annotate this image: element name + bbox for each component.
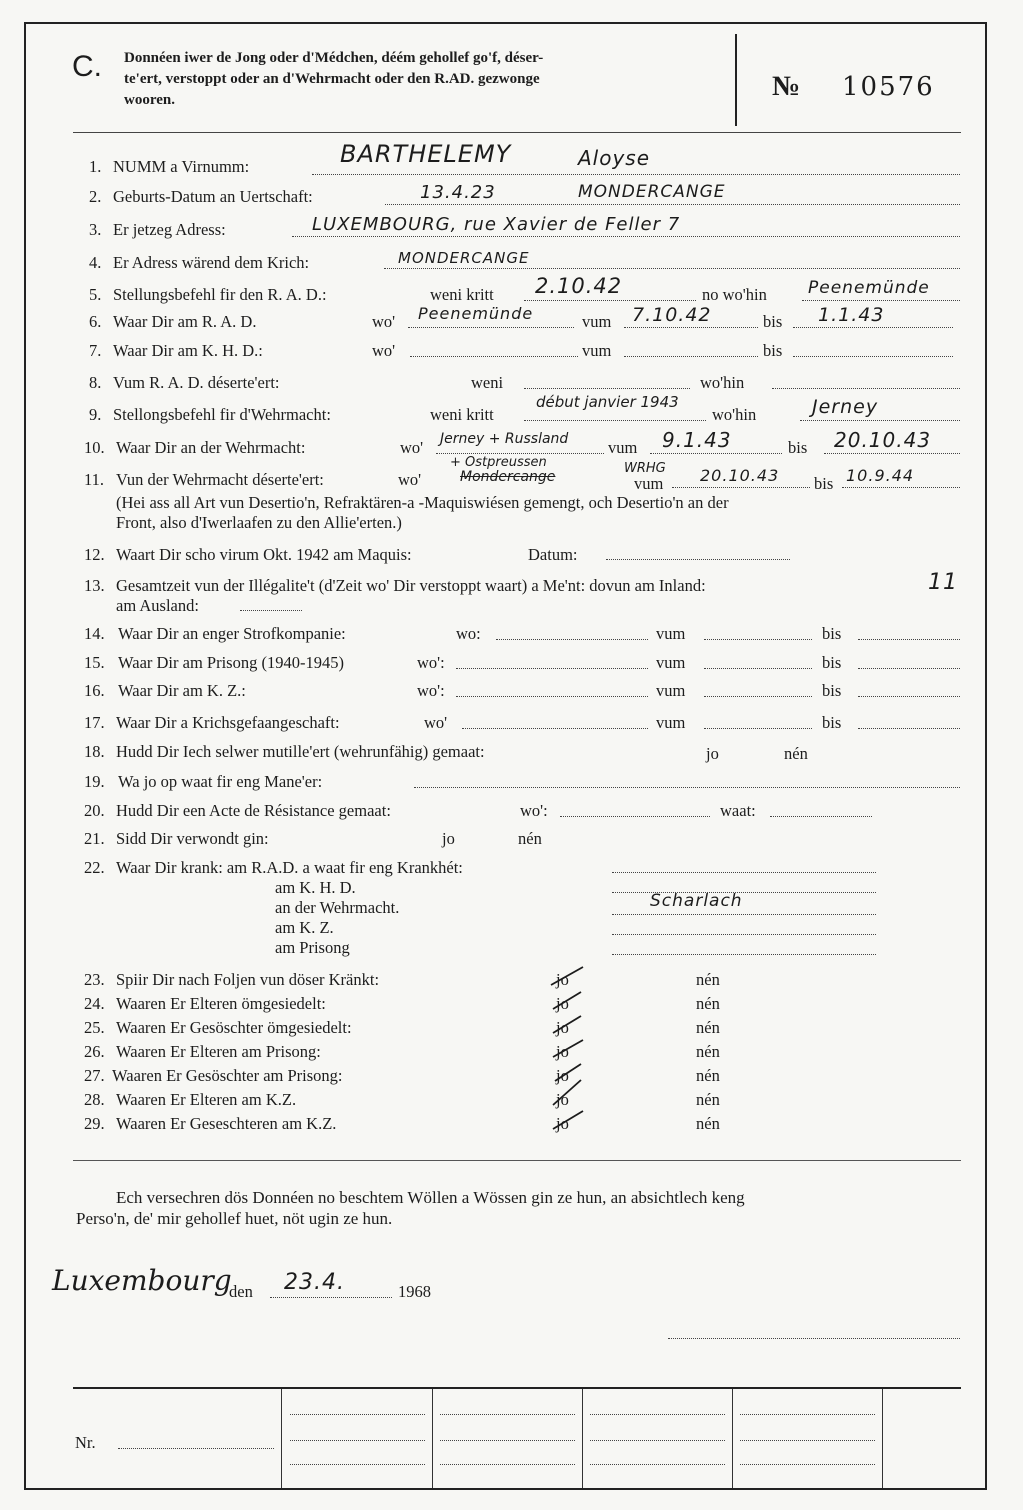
row-number: 12. bbox=[84, 545, 105, 564]
vum-label: vum bbox=[656, 624, 686, 643]
kz-to-field[interactable] bbox=[858, 680, 960, 697]
prisong-place-field[interactable] bbox=[456, 652, 648, 669]
jo-option[interactable]: jo bbox=[442, 829, 455, 848]
row-label: Waaren Er Elteren am Prisong: bbox=[116, 1042, 321, 1061]
illness-rad-field[interactable] bbox=[612, 856, 876, 873]
vum-label: vum bbox=[656, 653, 686, 672]
row-number: 18. bbox=[84, 742, 105, 761]
row-number: 10. bbox=[84, 438, 105, 457]
bis-label: bis bbox=[822, 713, 842, 732]
row-label: NUMM a Virnumm: bbox=[113, 157, 250, 176]
row-label: Geburts-Datum an Uertschaft: bbox=[113, 187, 313, 206]
row-number: 5. bbox=[89, 285, 102, 304]
row-label: Gesamtzeit vun der Illégalite't (d'Zeit wo' Dir verstoppt waart) a Me'nt: dovun am Inland: bbox=[116, 576, 706, 595]
row-label: Wa jo op waat fir eng Mane'er: bbox=[118, 772, 323, 791]
birth-date-value: 13.4.23 bbox=[420, 182, 496, 203]
row-number: 28. bbox=[84, 1090, 105, 1109]
row-number: 22. bbox=[84, 858, 105, 877]
desertion-to-value: 10.9.44 bbox=[846, 466, 915, 485]
khd-place-field[interactable] bbox=[410, 340, 578, 357]
nen-option[interactable]: nén bbox=[696, 994, 720, 1013]
rad-order-date-value: 2.10.42 bbox=[535, 274, 623, 298]
row-label: Stellungsbefehl fir den R. A. D.: bbox=[113, 285, 327, 304]
row-label: Waar Dir am R. A. D. bbox=[113, 312, 257, 331]
row-label: Sidd Dir verwondt gin: bbox=[116, 829, 269, 848]
row-label: Spiir Dir nach Foljen vun döser Kränkt: bbox=[116, 970, 380, 989]
footer-cell-line[interactable] bbox=[440, 1452, 575, 1465]
row-label: Vum R. A. D. déserte'ert: bbox=[113, 373, 280, 392]
wo-label: wo' bbox=[424, 713, 448, 732]
signature-line[interactable] bbox=[668, 1322, 960, 1339]
row-label: Er Adress wärend dem Krich: bbox=[113, 253, 310, 272]
row-label: Waar Dir a Krichsgefaangeschaft: bbox=[116, 713, 340, 732]
row-label: Stellongsbefehl fir d'Wehrmacht: bbox=[113, 405, 331, 424]
pow-place-field[interactable] bbox=[462, 712, 648, 729]
row-label: Waaren Er Gesöschter am Prisong: bbox=[112, 1066, 343, 1085]
address-value: LUXEMBOURG, rue Xavier de Feller 7 bbox=[312, 214, 681, 235]
bis-label: bis bbox=[788, 438, 808, 457]
first-name-value: Aloyse bbox=[578, 146, 651, 170]
footer-vline bbox=[582, 1389, 583, 1488]
footer-vline bbox=[732, 1389, 733, 1488]
nen-option[interactable]: nén bbox=[696, 970, 720, 989]
row-number: 7. bbox=[89, 341, 102, 360]
row-label: Er jetzeg Adress: bbox=[113, 220, 226, 239]
vum-label: vum bbox=[608, 438, 638, 457]
illness-prisong-field[interactable] bbox=[612, 938, 876, 955]
row-label: Waart Dir scho virum Okt. 1942 am Maquis: bbox=[116, 545, 412, 564]
desertion-from-value: 20.10.43 bbox=[700, 466, 780, 485]
bis-label: bis bbox=[763, 341, 783, 360]
wo-label: wo' bbox=[372, 341, 396, 360]
jo-option-crossed[interactable]: jo bbox=[556, 994, 569, 1013]
footer-cell-line[interactable] bbox=[590, 1402, 725, 1415]
nen-option[interactable]: nén bbox=[696, 1114, 720, 1133]
prisong-to-field[interactable] bbox=[858, 652, 960, 669]
header-divider-vertical bbox=[735, 34, 737, 126]
surname-value: BARTHELEMY bbox=[340, 140, 512, 168]
wohin-label: no wo'hin bbox=[702, 285, 767, 304]
illness-khd-label: am K. H. D. bbox=[275, 878, 356, 897]
wehrmacht-order-place-value: Jerney bbox=[812, 396, 879, 418]
vum-label: vum bbox=[582, 312, 612, 331]
illness-kz-field[interactable] bbox=[612, 918, 876, 935]
khd-from-field[interactable] bbox=[624, 340, 758, 357]
footer-cell-line[interactable] bbox=[440, 1428, 575, 1441]
row-label: Vun der Wehrmacht déserte'ert: bbox=[116, 470, 324, 489]
khd-to-field[interactable] bbox=[793, 340, 953, 357]
footer-cell-line[interactable] bbox=[740, 1402, 875, 1415]
birth-place-value: MONDERCANGE bbox=[578, 182, 726, 202]
wo-label: wo: bbox=[456, 624, 481, 643]
desertion-place-above: + Ostpreussen bbox=[450, 455, 547, 470]
bis-label: bis bbox=[763, 312, 783, 331]
jo-option-crossed[interactable]: jo bbox=[556, 1066, 569, 1085]
row-number: 24. bbox=[84, 994, 105, 1013]
row-number: 9. bbox=[89, 405, 102, 424]
number-sign: № bbox=[772, 71, 801, 102]
row-number: 27. bbox=[84, 1066, 105, 1085]
rad-order-place-value: Peenemünde bbox=[808, 278, 930, 298]
row-number: 2. bbox=[89, 187, 102, 206]
wohin-label: wo'hin bbox=[712, 405, 757, 424]
wehrmacht-place-value: Jerney + Russland bbox=[440, 431, 569, 447]
vum-label: vum bbox=[656, 681, 686, 700]
header-title-2: te'ert, verstoppt oder an d'Wehrmacht oder den R.AD. gezwonge bbox=[124, 71, 540, 87]
rad-from-value: 7.10.42 bbox=[632, 304, 712, 326]
kz-place-field[interactable] bbox=[456, 680, 648, 697]
rad-desertion-place-field[interactable] bbox=[772, 372, 960, 389]
declaration-divider bbox=[73, 1160, 961, 1161]
bis-label: bis bbox=[822, 624, 842, 643]
den-label: den bbox=[229, 1282, 253, 1301]
jo-option-crossed[interactable]: jo bbox=[556, 970, 569, 989]
form-number: 10576 bbox=[842, 72, 935, 102]
footer-cell-line[interactable] bbox=[740, 1428, 875, 1441]
header-title-1: Donnéen iwer de Jong oder d'Médchen, déém gehollef go'f, déser- bbox=[124, 50, 544, 66]
resistance-what-field[interactable] bbox=[770, 800, 872, 817]
rad-place-value: Peenemünde bbox=[418, 304, 534, 323]
row-label: Waar Dir am K. H. D.: bbox=[113, 341, 263, 360]
jo-option-crossed[interactable]: jo bbox=[556, 1018, 569, 1037]
declaration-line-2: Perso'n, de' mir gehollef huet, nöt ugin ze hun. bbox=[76, 1209, 393, 1228]
row-number: 29. bbox=[84, 1114, 105, 1133]
desertion-place-struck: Mondercange bbox=[460, 469, 556, 485]
wo-label: wo': bbox=[417, 653, 445, 672]
signature-year: 1968 bbox=[398, 1282, 431, 1301]
wehrmacht-to-value: 20.10.43 bbox=[834, 428, 932, 452]
nen-option[interactable]: nén bbox=[518, 829, 542, 848]
footer-vline bbox=[882, 1389, 883, 1488]
nen-option[interactable]: nén bbox=[696, 1066, 720, 1085]
wehrmacht-from-value: 9.1.43 bbox=[662, 428, 732, 452]
footer-top-rule bbox=[73, 1387, 961, 1389]
weni-kritt-label: weni kritt bbox=[430, 405, 494, 424]
wo-label: wo' bbox=[398, 470, 422, 489]
row-label: Hudd Dir een Acte de Résistance gemaat: bbox=[116, 801, 391, 820]
row-label: Waar Dir am K. Z.: bbox=[118, 681, 246, 700]
footer-vline bbox=[432, 1389, 433, 1488]
nen-option[interactable]: nén bbox=[696, 1018, 720, 1037]
rad-desertion-date-field[interactable] bbox=[524, 372, 690, 389]
abroad-label: am Ausland: bbox=[116, 596, 199, 615]
row-number: 11. bbox=[84, 470, 105, 489]
illness-prisong-label: am Prisong bbox=[275, 938, 350, 957]
row-number: 8. bbox=[89, 373, 102, 392]
bis-label: bis bbox=[822, 681, 842, 700]
wo-label: wo' bbox=[400, 438, 424, 457]
declaration-line-1: Ech versechren dös Donnéen no beschtem Wöllen a Wössen gin ze hun, an absichtlech keng bbox=[116, 1188, 745, 1207]
bis-label: bis bbox=[822, 653, 842, 672]
row-number: 19. bbox=[84, 772, 105, 791]
illness-kz-label: am K. Z. bbox=[275, 918, 334, 937]
row-number: 20. bbox=[84, 801, 105, 820]
row-number: 17. bbox=[84, 713, 105, 732]
signature-date-value: 23.4. bbox=[284, 1270, 345, 1295]
row-number: 6. bbox=[89, 312, 102, 331]
datum-label: Datum: bbox=[528, 545, 578, 564]
vum-label: vum bbox=[656, 713, 686, 732]
pow-to-field[interactable] bbox=[858, 712, 960, 729]
wo-label: wo' bbox=[372, 312, 396, 331]
vum-label: vum bbox=[582, 341, 612, 360]
strofkompanie-place-field[interactable] bbox=[496, 623, 648, 640]
row-label: Waar Dir krank: am R.A.D. a waat fir eng Krankhét: bbox=[116, 858, 463, 877]
header-title-3: wooren. bbox=[124, 92, 175, 108]
row-number: 26. bbox=[84, 1042, 105, 1061]
row-label: Waaren Er Gesöschter ömgesiedelt: bbox=[116, 1018, 352, 1037]
jo-option-crossed[interactable]: jo bbox=[556, 1042, 569, 1061]
jo-option[interactable]: jo bbox=[706, 744, 719, 763]
jo-option-crossed[interactable]: jo bbox=[556, 1114, 569, 1133]
row-number: 16. bbox=[84, 681, 105, 700]
footer-cell-line[interactable] bbox=[590, 1428, 725, 1441]
footer-cell-line[interactable] bbox=[290, 1452, 425, 1465]
row-number: 3. bbox=[89, 220, 102, 239]
row-label: Waar Dir an enger Strofkompanie: bbox=[118, 624, 346, 643]
header-divider-horizontal bbox=[73, 132, 961, 133]
illness-wehrmacht-label: an der Wehrmacht. bbox=[275, 898, 400, 917]
row-number: 13. bbox=[84, 576, 105, 595]
footer-cell-line[interactable] bbox=[290, 1402, 425, 1415]
row-number: 4. bbox=[89, 253, 102, 272]
desertion-note-1: (Hei ass all Art vun Desertio'n, Refraktären-a -Maquiswiésen gemengt, och Desertio'n an der bbox=[116, 493, 729, 512]
strofkompanie-from-field[interactable] bbox=[704, 623, 812, 640]
footer-cell-line[interactable] bbox=[440, 1402, 575, 1415]
strofkompanie-to-field[interactable] bbox=[858, 623, 960, 640]
inland-months-value: 11 bbox=[928, 570, 958, 595]
wo-label: wo': bbox=[520, 801, 548, 820]
footer-cell-line[interactable] bbox=[740, 1452, 875, 1465]
waat-label: waat: bbox=[720, 801, 756, 820]
footer-cell-line[interactable] bbox=[290, 1428, 425, 1441]
prisong-from-field[interactable] bbox=[704, 652, 812, 669]
row-number: 14. bbox=[84, 624, 105, 643]
row-number: 21. bbox=[84, 829, 105, 848]
jo-strike-marks bbox=[545, 965, 595, 1140]
row-label: Hudd Dir Iech selwer mutille'ert (wehrunfähig) gemaat: bbox=[116, 742, 485, 761]
row-label: Waar Dir am Prisong (1940-1945) bbox=[118, 653, 344, 672]
weni-label: weni bbox=[471, 373, 504, 392]
rad-to-value: 1.1.43 bbox=[818, 304, 885, 326]
row-number: 1. bbox=[89, 157, 102, 176]
section-letter: C. bbox=[72, 50, 102, 83]
kz-from-field[interactable] bbox=[704, 680, 812, 697]
weni-kritt-label: weni kritt bbox=[430, 285, 494, 304]
row-number: 25. bbox=[84, 1018, 105, 1037]
nen-option[interactable]: nén bbox=[696, 1042, 720, 1061]
pow-from-field[interactable] bbox=[704, 712, 812, 729]
signature-place: Luxembourg bbox=[52, 1264, 232, 1297]
war-address-value: MONDERCANGE bbox=[398, 249, 530, 267]
bis-label: bis bbox=[814, 474, 834, 493]
footer-nr-label: Nr. bbox=[75, 1433, 96, 1452]
wehrmacht-order-date-value: début janvier 1943 bbox=[536, 393, 679, 411]
nen-option[interactable]: nén bbox=[696, 1090, 720, 1109]
row-label: Waaren Er Elteren am K.Z. bbox=[116, 1090, 297, 1109]
resistance-place-field[interactable] bbox=[560, 800, 710, 817]
row-number: 23. bbox=[84, 970, 105, 989]
desertion-note-2: Front, also d'Iwerlaafen zu den Allie'erten.) bbox=[116, 513, 402, 532]
wohin-label: wo'hin bbox=[700, 373, 745, 392]
jo-option-crossed[interactable]: jo bbox=[556, 1090, 569, 1109]
footer-nr-field[interactable] bbox=[118, 1432, 274, 1449]
desertion-unit-value: WRHG bbox=[624, 461, 666, 476]
illness-wehrmacht-value: Scharlach bbox=[650, 891, 743, 911]
nen-option[interactable]: nén bbox=[784, 744, 808, 763]
row-label: Waar Dir an der Wehrmacht: bbox=[116, 438, 306, 457]
footer-vline bbox=[281, 1389, 282, 1488]
mutilation-method-field[interactable] bbox=[414, 771, 960, 788]
footer-cell-line[interactable] bbox=[590, 1452, 725, 1465]
row-label: Waaren Er Elteren ömgesiedelt: bbox=[116, 994, 326, 1013]
row-label: Waaren Er Geseschteren am K.Z. bbox=[116, 1114, 337, 1133]
maquis-date-field[interactable] bbox=[606, 543, 790, 560]
vum-label: vum bbox=[634, 474, 664, 493]
abroad-months-field[interactable] bbox=[240, 594, 302, 611]
row-number: 15. bbox=[84, 653, 105, 672]
wo-label: wo': bbox=[417, 681, 445, 700]
